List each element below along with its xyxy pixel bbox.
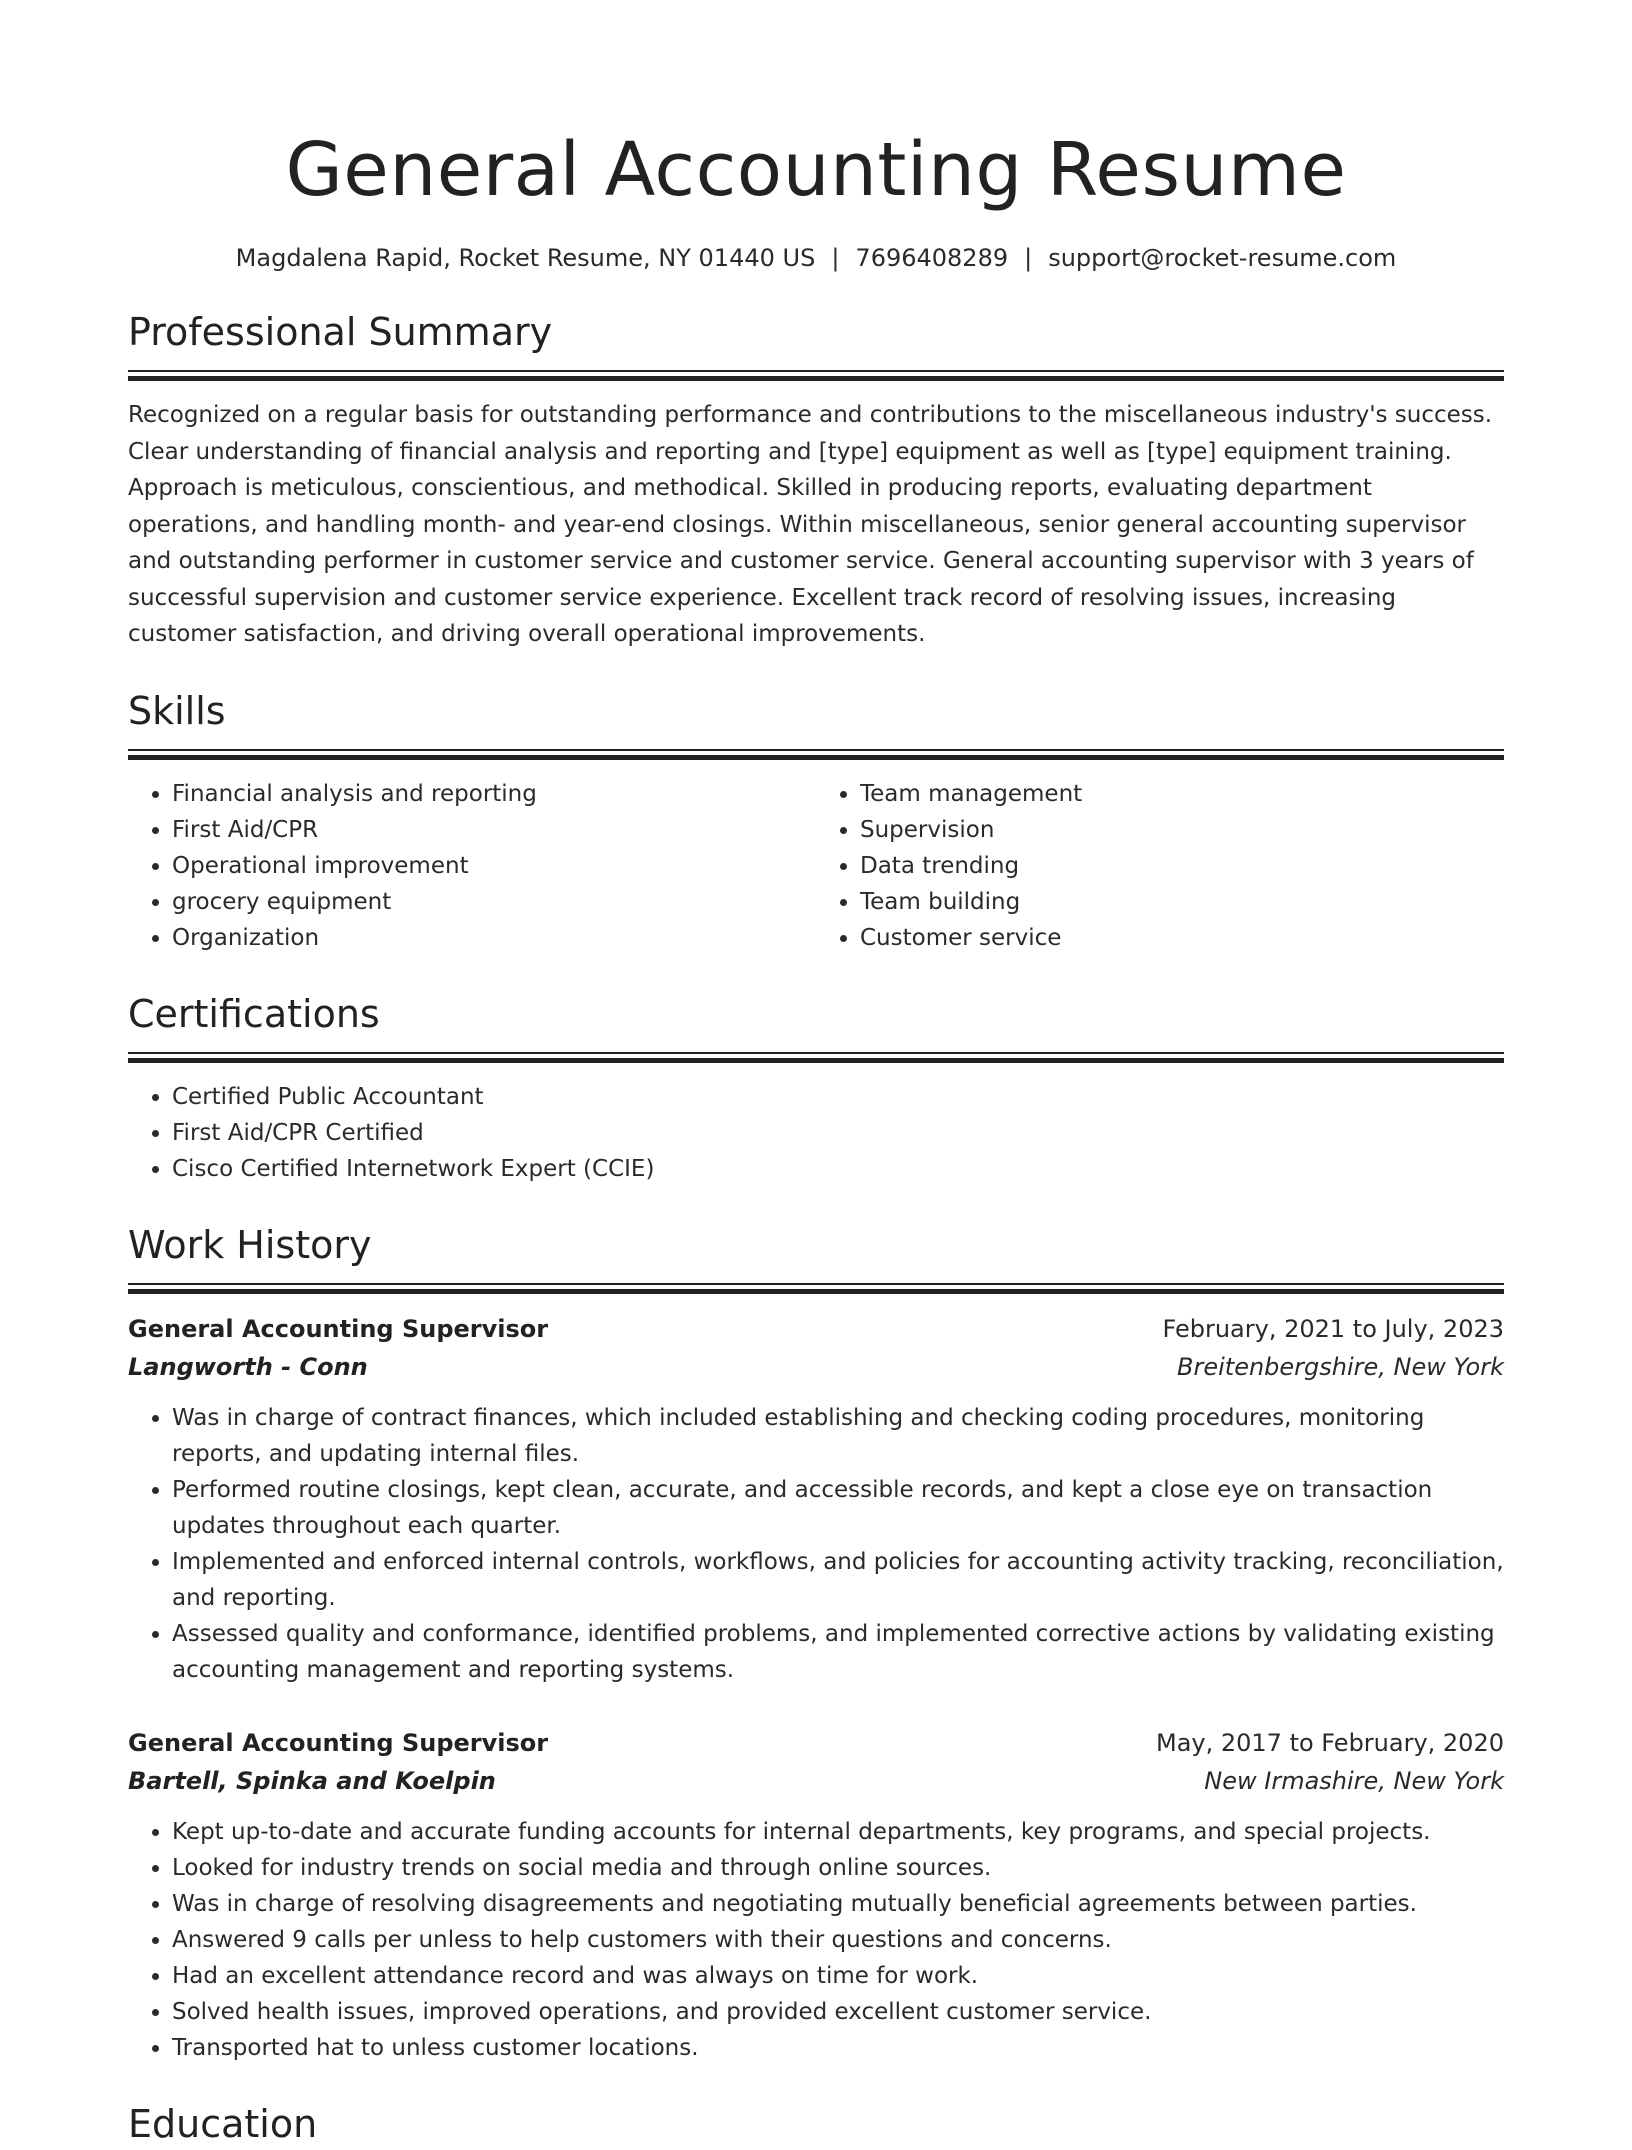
job-bullet: • Solved health issues, improved operations, and provided excellent customer service. (172, 1994, 1504, 2030)
job-header (128, 1310, 1504, 1348)
job-company: Bartell, Spinka and Koelpin (128, 1766, 496, 1795)
job-header (128, 1724, 1504, 1762)
certifications-section (128, 988, 1504, 1187)
job-location: New Irmashire, New York (1204, 1766, 1504, 1795)
skills-section (128, 685, 1504, 956)
section-heading-work-history: Work History (128, 1222, 372, 1267)
resume-title: General Accounting Resume (285, 127, 1347, 213)
skill-item: • First Aid/CPR (172, 812, 816, 848)
skill-item: • Operational improvement (172, 848, 816, 884)
job-bullets (128, 1814, 1504, 2066)
skill-item: • Financial analysis and reporting (172, 776, 816, 812)
contact-address: Magdalena Rapid, Rocket Resume, NY 01440 US (235, 244, 816, 272)
job-bullet: • Was in charge of contract finances, which included establishing and checking coding procedures, monitoring reports, and updating internal files. (172, 1400, 1504, 1472)
job-subheader (128, 1348, 1504, 1386)
contact-line (128, 242, 1504, 274)
skill-item: • Customer service (860, 920, 1504, 956)
section-divider (128, 370, 1504, 381)
job-subheader (128, 1762, 1504, 1800)
certification-item: • First Aid/CPR Certified (172, 1115, 1504, 1151)
job-dates: May, 2017 to February, 2020 (1156, 1728, 1504, 1757)
job-bullet: • Performed routine closings, kept clean, accurate, and accessible records, and kept a close eye on transaction updates throughout each quarter. (172, 1472, 1504, 1544)
job-entry (128, 1724, 1504, 2066)
contact-separator: | (1024, 244, 1033, 272)
skill-item: • Organization (172, 920, 816, 956)
section-heading-skills: Skills (128, 688, 226, 733)
contact-separator: | (831, 244, 840, 272)
job-bullets (128, 1400, 1504, 1688)
job-bullet: • Kept up-to-date and accurate funding accounts for internal departments, key programs, and special projects. (172, 1814, 1504, 1850)
section-divider (128, 1283, 1504, 1294)
section-heading-education: Education (128, 2101, 318, 2146)
job-dates: February, 2021 to July, 2023 (1162, 1314, 1504, 1343)
skill-item: • Team building (860, 884, 1504, 920)
job-bullet: • Transported hat to unless customer locations. (172, 2030, 1504, 2066)
certification-item: • Certified Public Accountant (172, 1079, 1504, 1115)
skills-list-right (816, 776, 1504, 956)
job-company: Langworth - Conn (128, 1352, 368, 1381)
summary-text: Recognized on a regular basis for outstanding performance and contributions to the miscellaneous industry's success. Clear understanding of financial analysis and reporting and [type] equipment as well as [type] equipment training. Approach is meticulous, conscientious, and methodical. Skilled in producing reports, evaluating department operations, and handling month- and year-end closings. Within miscellaneous, senior general accounting supervisor and outstanding performer in customer service and customer service. General accounting supervisor with 3 years of successful supervision and customer service experience. Excellent track record of resolving issues, increasing customer satisfaction, and driving overall operational improvements. (128, 402, 1493, 647)
contact-email: support@rocket-resume.com (1048, 244, 1397, 272)
job-bullet: • Had an excellent attendance record and was always on time for work. (172, 1958, 1504, 1994)
skill-item: • Data trending (860, 848, 1504, 884)
job-title: General Accounting Supervisor (128, 1314, 549, 1343)
certifications-list (128, 1079, 1504, 1187)
skills-grid (128, 776, 1504, 956)
skill-item: • Team management (860, 776, 1504, 812)
job-title: General Accounting Supervisor (128, 1728, 549, 1757)
skill-item: • Supervision (860, 812, 1504, 848)
contact-phone: 7696408289 (855, 244, 1009, 272)
section-divider (128, 1052, 1504, 1063)
certification-item: • Cisco Certified Internetwork Expert (CCIE) (172, 1151, 1504, 1187)
summary-section (128, 306, 1504, 653)
skill-item: • grocery equipment (172, 884, 816, 920)
section-divider (128, 749, 1504, 760)
job-location: Breitenbergshire, New York (1177, 1352, 1504, 1381)
job-bullet: • Assessed quality and conformance, identified problems, and implemented corrective actions by validating existing accounting management and reporting systems. (172, 1616, 1504, 1688)
education-section (128, 2098, 1504, 2150)
section-heading-certifications: Certifications (128, 991, 380, 1036)
job-bullet: • Implemented and enforced internal controls, workflows, and policies for accounting activity tracking, reconciliation, and reporting. (172, 1544, 1504, 1616)
work-history-section (128, 1219, 1504, 2066)
skills-list-left (128, 776, 816, 956)
job-bullet: • Was in charge of resolving disagreements and negotiating mutually beneficial agreements between parties. (172, 1886, 1504, 1922)
job-entry (128, 1310, 1504, 1688)
job-bullet: • Looked for industry trends on social media and through online sources. (172, 1850, 1504, 1886)
job-bullet: • Answered 9 calls per unless to help customers with their questions and concerns. (172, 1922, 1504, 1958)
section-heading-summary: Professional Summary (128, 310, 553, 354)
